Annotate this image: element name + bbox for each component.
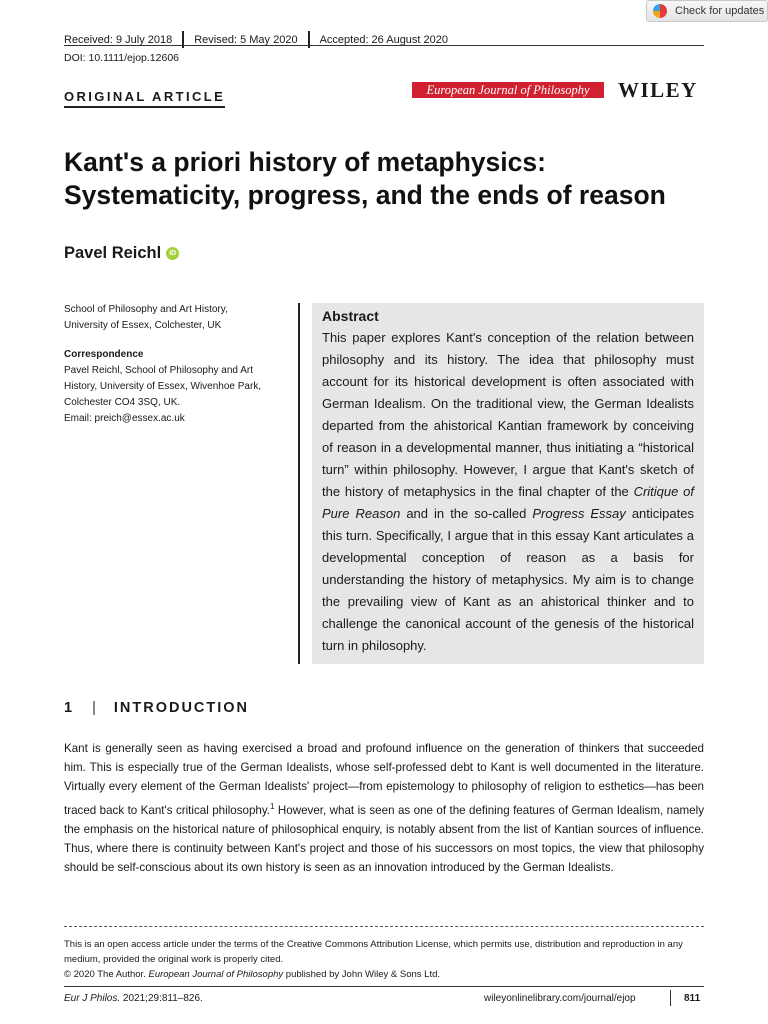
copyright-journal: European Journal of Philosophy: [148, 969, 284, 980]
journal-url[interactable]: wileyonlinelibrary.com/journal/ejop: [484, 993, 636, 1004]
header-rule: [64, 45, 704, 46]
correspondence-email[interactable]: Email: preich@essex.ac.uk: [64, 413, 185, 424]
abstract-text: [322, 327, 694, 657]
author-name[interactable]: Pavel Reichl: [64, 244, 162, 262]
footnote-rule: [64, 926, 704, 927]
abstract-heading: Abstract: [322, 308, 379, 324]
abstract-segment: anticipates this turn. Specifically, I argue that in this essay Kant articulates a developmental conception of reason as a basis for understanding the history of metaphysics. My aim is to change the prevailing view of Kant as an ahistorical thinker and to challenge the canonical account of the genesis of the historical turn in philosophy.: [322, 506, 694, 653]
footer-rule: [64, 986, 704, 987]
affiliation-line: School of Philosophy and Art History,: [64, 304, 228, 315]
abstract-segment: This paper explores Kant's conception of the relation between philosophy and its history. The idea that philosophy must account for its historical development is often associated with German Idealism. On the traditional view, the German Idealists departed from the ahistorical Kantian framework by conceiving of reason in a developmental manner, thus initiating a “historical turn” within philosophy. However, I argue that Kant's sketch of the history of metaphysics in the final chapter of the: [322, 330, 694, 499]
title-line: Systematicity, progress, and the ends of reason: [64, 180, 666, 210]
correspondence-line: Colchester CO4 3SQ, UK.: [64, 397, 181, 408]
correspondence-line: Pavel Reichl, School of Philosophy and Art: [64, 365, 253, 376]
intro-segment: However, what is seen as one of the defining features of German Idealism, namely the emphasis on the historical nature of philosophical enquiry, is notably absent from the list of Kantian sources of influence. Thus, where there is continuity between Kant's project and those of his successors on most topics, the view that philosophy should be self-conscious about its own history is seen as an innovation introduced by the German Idealists.: [64, 803, 704, 875]
author: [64, 244, 179, 263]
check-for-updates-label: Check for updates: [675, 5, 765, 17]
page-number: 811: [684, 993, 701, 1004]
abstract-box: [312, 303, 704, 664]
section-divider: |: [92, 700, 98, 716]
section-heading: [64, 700, 249, 716]
journal-banner: European Journal of Philosophy: [412, 82, 604, 98]
abstract-italic: Progress Essay: [532, 506, 626, 521]
copyright-line: [64, 967, 704, 982]
section-number: 1: [64, 700, 75, 716]
citation: [64, 993, 203, 1004]
intro-segment: Kant is generally seen as having exercised a broad and profound influence on the generation of thinkers that succeeded him. This is especially true of the German Idealists, whose self-professed debt to Kant is well documented in the literature. Virtually every element of the German Idealists' project—from epistemology to philosophy of religion to esthetics—has been traced back to Kant's critical philosophy.: [64, 742, 704, 817]
orcid-icon[interactable]: iD: [166, 247, 179, 260]
abstract-segment: and in the so-called: [400, 506, 533, 521]
correspondence-line: History, University of Essex, Wivenhoe Park,: [64, 381, 262, 392]
check-for-updates-button[interactable]: [646, 0, 768, 22]
article-title: [64, 146, 704, 212]
publisher-logo: WILEY: [618, 78, 698, 102]
doi[interactable]: DOI: 10.1111/ejop.12606: [64, 52, 180, 64]
accepted-date: Accepted: 26 August 2020: [319, 33, 449, 46]
abstract-rule: [298, 303, 300, 664]
crossmark-icon: [653, 4, 667, 18]
section-title: INTRODUCTION: [113, 700, 250, 716]
citation-journal: Eur J Philos.: [64, 993, 121, 1004]
license-note: [64, 937, 704, 982]
correspondence-heading: Correspondence: [64, 349, 144, 360]
title-line: Kant's a priori history of metaphysics:: [64, 147, 546, 177]
revised-date: Revised: 5 May 2020: [194, 33, 298, 46]
correspondence: [64, 363, 289, 427]
affiliation-line: University of Essex, Colchester, UK: [64, 319, 222, 331]
citation-details: 2021;29:811–826.: [120, 993, 203, 1004]
copyright-segment: published by John Wiley & Sons Ltd.: [283, 969, 441, 980]
article-type: ORIGINAL ARTICLE: [64, 89, 225, 108]
footnote-ref[interactable]: 1: [270, 801, 275, 811]
page-divider: [670, 990, 671, 1006]
affiliation: [64, 302, 289, 333]
abstract-italic: Critique of Pure Reason: [322, 484, 694, 521]
license-text: This is an open access article under the terms of the Creative Commons Attribution License, which permits use, distribution and reproduction in any medium, provided the original work is properly cited.: [64, 939, 683, 965]
received-date: Received: 9 July 2018: [64, 33, 173, 46]
copyright-segment: © 2020 The Author.: [64, 969, 149, 980]
intro-paragraph: [64, 739, 704, 877]
